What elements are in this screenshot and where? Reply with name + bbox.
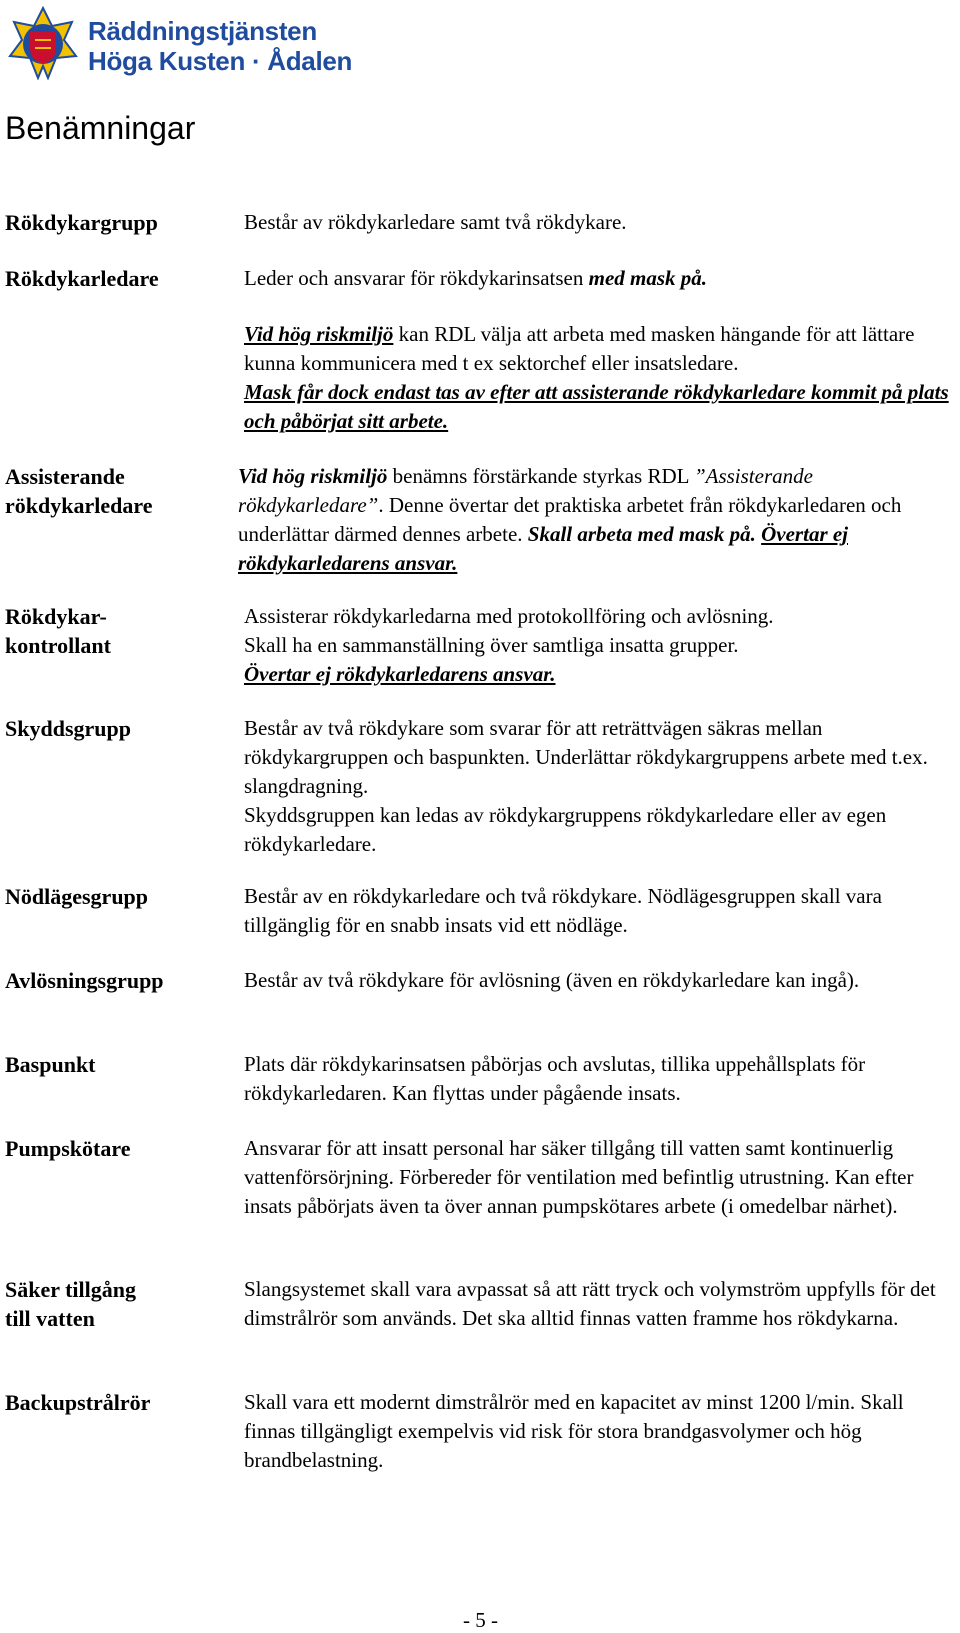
definition-text: Skall ha en sammanställning över samtliga insatta grupper. bbox=[244, 633, 739, 657]
page-number: - 5 - bbox=[463, 1608, 498, 1632]
definition-skyddsgrupp bbox=[244, 714, 960, 859]
definition-nodlagesgrupp bbox=[244, 882, 960, 940]
term-backupstralror: Backupstrålrör bbox=[5, 1390, 151, 1415]
term-line: Rökdykar- bbox=[5, 604, 107, 629]
term-pumpskotare: Pumpskötare bbox=[5, 1136, 131, 1161]
crest-icon bbox=[8, 6, 78, 80]
emphasis-text: Övertar ej rökdykarledarens ansvar. bbox=[238, 522, 849, 575]
definition-text: Består av två rökdykare för avlösning (även en rökdykarledare kan ingå). bbox=[244, 968, 860, 992]
definition-text: Assisterar rökdykarledarna med protokollföring och avlösning. bbox=[244, 604, 774, 628]
emphasis-text: Övertar ej rökdykarledarens ansvar. bbox=[244, 662, 556, 686]
org-name-line1: Räddningstjänsten bbox=[88, 16, 317, 46]
emphasis-text: Vid hög riskmiljö bbox=[244, 322, 394, 346]
definition-text: Slangsystemet skall vara avpassat så att rätt tryck och volymström uppfylls för det dimstrålrör som används. Det ska alltid finnas vatten framme hos rökdykarna. bbox=[244, 1277, 936, 1330]
definition-text: Ansvarar för att insatt personal har säker tillgång till vatten samt kontinuerlig vattenförsörjning. Förbereder för ventilation med befintlig utrustning. Kan efter insats påbörjats även ta över annan pumpskötares arbete (i omedelbar närhet). bbox=[244, 1136, 914, 1218]
definition-text: Skall vara ett modernt dimstrålrör med en kapacitet av minst 1200 l/min. Skall finnas tillgängligt exempelvis vid risk för stora brandgasvolymer och hög brandbelastning. bbox=[244, 1390, 904, 1472]
org-name-line2: Höga Kusten · Ådalen bbox=[88, 46, 353, 76]
definition-text: Plats där rökdykarinsatsen påbörjas och avslutas, tillika uppehållsplats för rökdykarledaren. Kan flyttas under pågående insats. bbox=[244, 1052, 866, 1105]
definition-text: Skyddsgruppen kan ledas av rökdykargruppens rökdykarledare eller av egen rökdykarledare. bbox=[244, 803, 887, 856]
definition-text: Består av två rökdykare som svarar för att reträttvägen säkras mellan rökdykargruppen och baspunkten. Underlättar rökdykargruppens arbete med t.ex. slangdragning. bbox=[244, 716, 928, 798]
definition-rokdykargrupp bbox=[244, 208, 960, 237]
term-saker-tillgang-till-vatten bbox=[5, 1275, 136, 1333]
term-skyddsgrupp: Skyddsgrupp bbox=[5, 716, 131, 741]
emphasis-text: med mask på. bbox=[588, 266, 708, 290]
definition-text: kan RDL välja att arbeta med masken hängande för att lättare kunna kommunicera med t ex sektorchef eller insatsledare. bbox=[244, 322, 915, 375]
term-line: till vatten bbox=[5, 1306, 95, 1331]
definition-paragraph bbox=[238, 462, 960, 578]
emphasis-text: Skall arbeta med mask på. bbox=[527, 522, 756, 546]
organization-logo bbox=[8, 6, 353, 82]
term-baspunkt: Baspunkt bbox=[5, 1052, 96, 1077]
term-assisterande-rokdykarledare bbox=[5, 462, 152, 520]
definition-assisterande-rokdykarledare bbox=[238, 462, 960, 578]
definition-text: Består av rökdykarledare samt två rökdykare. bbox=[244, 210, 627, 234]
definition-backupstralror bbox=[244, 1388, 960, 1475]
definition-avlosningsgrupp bbox=[244, 966, 960, 995]
term-line: rökdykarledare bbox=[5, 493, 153, 518]
definition-text: Består av en rökdykarledare och två rökdykare. Nödlägesgruppen skall vara tillgänglig för en snabb insats vid ett nödläge. bbox=[244, 884, 882, 937]
definition-baspunkt bbox=[244, 1050, 960, 1108]
term-nodlagesgrupp: Nödlägesgrupp bbox=[5, 884, 149, 909]
definition-rokdykarledare bbox=[244, 264, 960, 436]
definition-text: benämns förstärkande styrkas RDL bbox=[387, 464, 694, 488]
definition-saker-tillgang-till-vatten bbox=[244, 1275, 960, 1333]
definition-paragraph bbox=[244, 264, 960, 293]
term-rokdykargrupp: Rökdykargrupp bbox=[5, 210, 158, 235]
term-line: Assisterande bbox=[5, 464, 125, 489]
term-avlosningsgrupp: Avlösningsgrupp bbox=[5, 968, 164, 993]
term-line: kontrollant bbox=[5, 633, 111, 658]
definition-rokdykarkontrollant bbox=[244, 602, 960, 689]
definition-paragraph bbox=[244, 378, 960, 436]
term-rokdykarkontrollant bbox=[5, 602, 111, 660]
term-rokdykarledare: Rökdykarledare bbox=[5, 266, 159, 291]
page-title: Benämningar bbox=[5, 110, 196, 146]
definition-text: Leder och ansvarar för rökdykarinsatsen bbox=[244, 266, 589, 290]
emphasis-text: Mask får dock endast tas av efter att assisterande rökdykarledare kommit på plats och påbörjat sitt arbete. bbox=[244, 380, 949, 433]
definition-paragraph bbox=[244, 320, 960, 378]
emphasis-text: Vid hög riskmiljö bbox=[238, 464, 388, 488]
term-line: Säker tillgång bbox=[5, 1277, 137, 1302]
definition-text: . Denne övertar det praktiska arbetet från rökdykarledaren och underlättar därmed dennes arbete. bbox=[238, 493, 902, 546]
definition-pumpskotare bbox=[244, 1134, 960, 1221]
quoted-term: ”Assisterande rökdykarledare” bbox=[238, 464, 813, 517]
